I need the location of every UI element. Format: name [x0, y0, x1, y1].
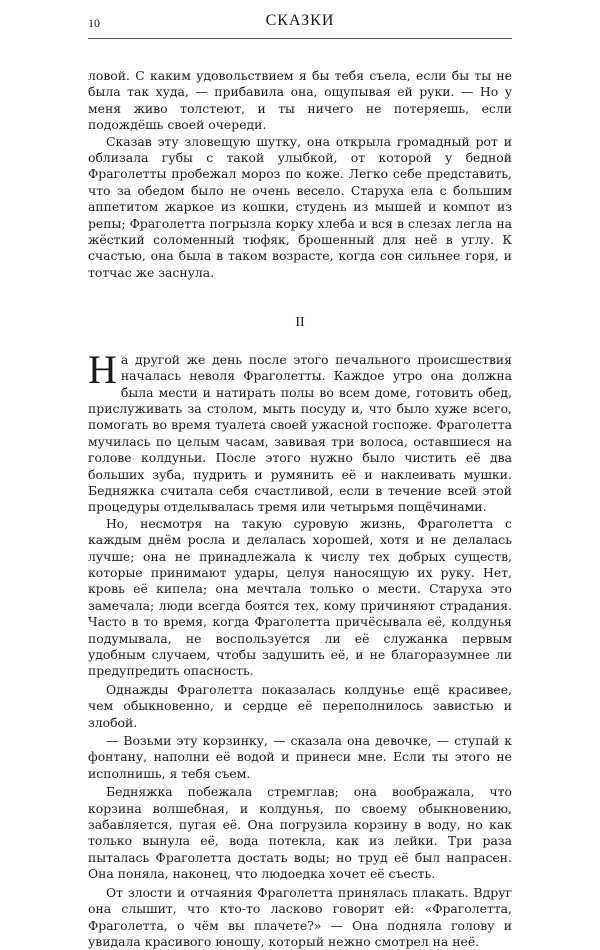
- page-body: [88, 68, 512, 950]
- running-title: СКАЗКИ: [265, 12, 335, 29]
- chapter-number: II: [295, 315, 305, 331]
- paragraph: Но, несмотря на такую суровую жизнь, Фраголетта с каждым днём росла и делалась хорошей, хотя и не делалась лучше; она не принадлежала к числу тех добрых существ, которые принимают удары, целуя наносящую их руку. Нет, кровь её кипела; она мечтала только о мести. Старуха это замечала; люди всегда боятся тех, кому причиняют страдания. Часто в то время, когда Фраголетта причёсывала её, колдунья подумывала, не воспользуется ли её служанка первым удобным случаем, чтобы задушить её, и не благоразумнее ли предупредить опасность.: [88, 515, 512, 679]
- paragraph-text: а другой же день после этого печального происшествия началась неволя Фраголетты. Каждое утро она должна была мести и натирать полы во всем доме, готовить обед, прислуживать за столом, мыть посуду и, что было хуже всего, помогать во время туалета своей ужасной госпоже. Фраголетта мучилась по целым часам, завивая три волоса, оставшиеся на голове колдуньи. После этого нужно было чистить её два больших зуба, пудрить и румянить её и наклеивать мушки. Бедняжка считала себя счастливой, если в течение всей этой процедуры отделывалась тремя или четырьмя пощёчинами.: [88, 351, 512, 515]
- paragraph: — Возьми эту корзинку, — сказала она девочке, — ступай к фонтану, наполни её водой и принеси мне. Если ты этого не исполнишь, я тебя съем.: [88, 733, 512, 781]
- paragraph: Однажды Фраголетта показалась колдунье ещё красивее, чем обыкновенно, и сердце её переполнилось завистью и злобой.: [88, 681, 512, 730]
- header-rule: [88, 38, 512, 39]
- paragraph: [88, 346, 512, 516]
- paragraph: От злости и отчаяния Фраголетта принялась плакать. Вдруг она слышит, что кто-то ласково говорит ей: «Фраголетта, Фраголетта, о чём вы плачете?» — Она подняла голову и увидала красивого юношу, который нежно смотрел на неё.: [88, 884, 512, 949]
- page-header: [88, 12, 512, 36]
- paragraph: Сказав эту зловещую шутку, она открыла громадный рот и облизала губы с такой улыбкой, от которой у бедной Фраголетты пробежал мороз по коже. Легко себе представить, что за обедом было не очень весело. Старуха ела с большим аппетитом жаркое из кошки, студень из мышей и компот из репы; Фраголетта погрызла корку хлеба и вся в слезах легла на жёсткий соломенный тюфяк, брошенный для неё в углу. К счастью, она была в таком возрасте, когда сон сильнее горя, и тотчас же заснула.: [88, 133, 512, 280]
- drop-cap: Н: [88, 346, 117, 392]
- page-number: 10: [88, 16, 100, 30]
- paragraph: Бедняжка побежала стремглав; она воображала, что корзина волшебная, и колдунья, по своему обыкновению, забавляется, пугая её. Она погрузила корзину в воду, но как только вынула её, вода потекла, как из лейки. Три раза пыталась Фраголетта достать воды; но труд её был напрасен. Она поняла, наконец, что людоедка хочет её съесть.: [88, 784, 512, 882]
- paragraph: ловой. С каким удовольствием я бы тебя съела, если бы ты не была так худа, — прибавила она, ощупывая ей руки. — Но у меня живо толстеют, и ты ничего не потеряешь, если подождёшь своей очереди.: [88, 68, 512, 133]
